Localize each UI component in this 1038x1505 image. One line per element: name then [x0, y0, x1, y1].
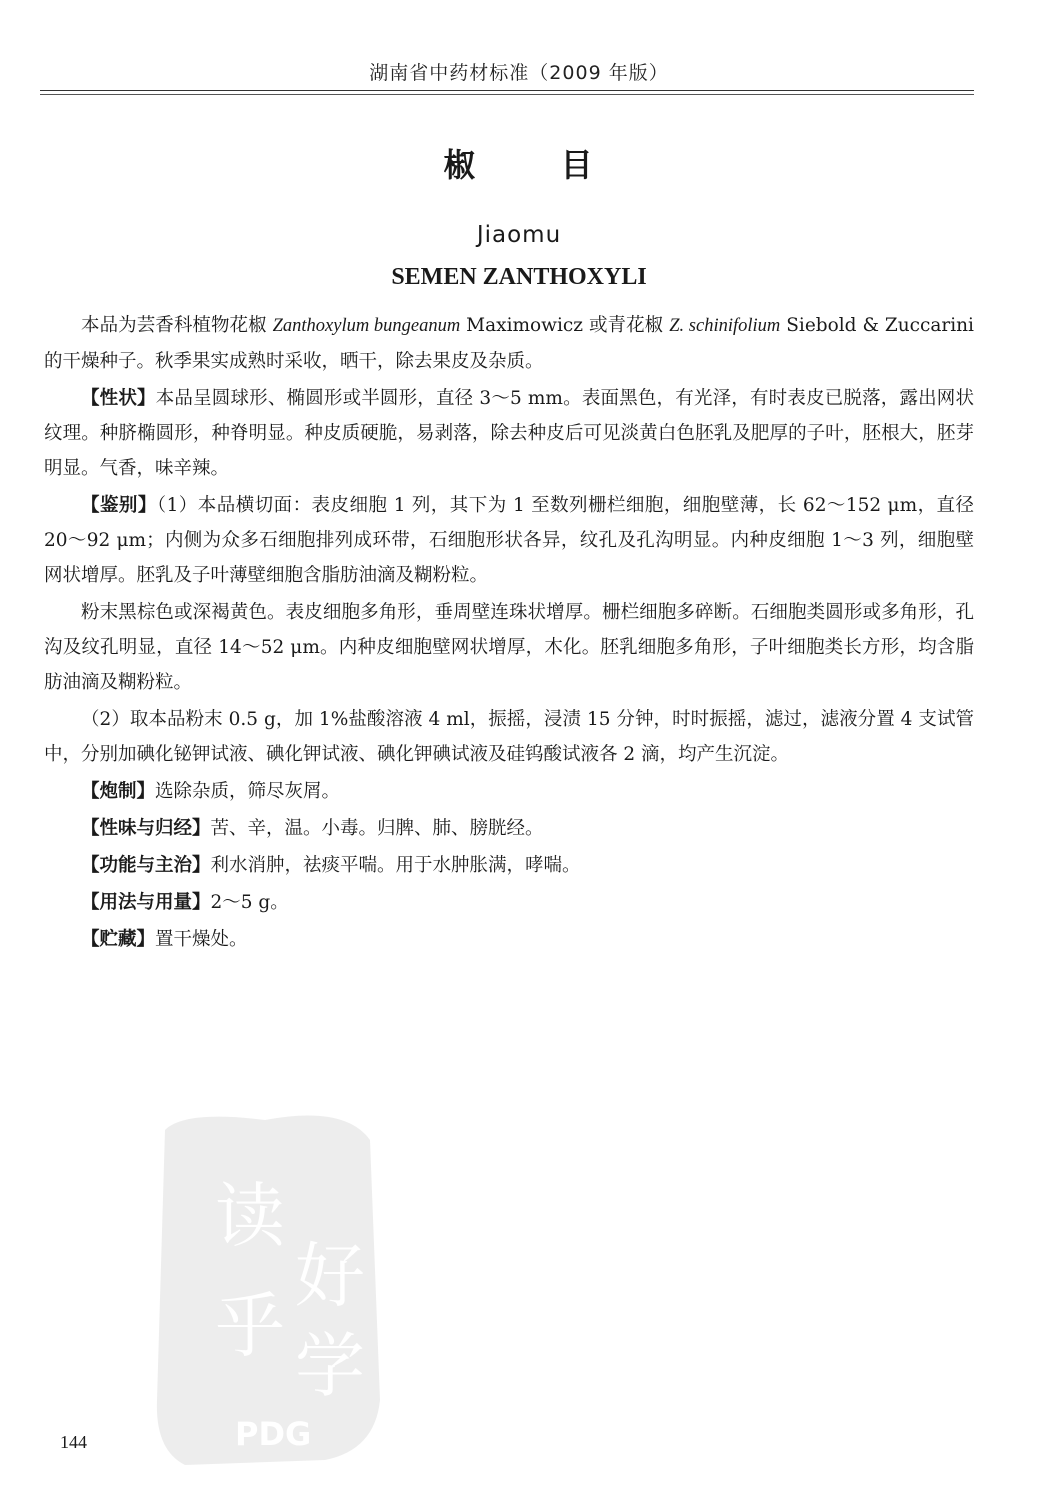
- section-storage: [44, 922, 974, 957]
- section-tag: 【鉴别】: [81, 495, 157, 516]
- section-text: 选除杂质，筛尽灰屑。: [155, 781, 341, 802]
- intro-text-3: Siebold & Zuccarini 的干燥种子。秋季果实成熟时采收，晒干，除去果皮及杂质。: [44, 315, 974, 372]
- intro-text-1: 本品为芸香科植物花椒: [81, 315, 273, 336]
- intro-text-2: Maximowicz 或青花椒: [460, 315, 670, 336]
- seal-glyph-3: 乎: [215, 1285, 285, 1367]
- header-rule-thin: [40, 94, 974, 95]
- entry-latin-name: SEMEN ZANTHOXYLI: [391, 264, 647, 290]
- seal-glyph-1: 读: [215, 1175, 285, 1257]
- entry-title: 椒 目: [443, 146, 595, 184]
- section-property-meridian: [44, 811, 974, 846]
- section-processing: [44, 774, 974, 809]
- seal-glyph-4: 学: [295, 1325, 365, 1407]
- section-tag: 【炮制】: [81, 781, 156, 802]
- section-function-indication: [44, 848, 974, 883]
- section-text: 置干燥处。: [155, 929, 248, 950]
- watermark-seal: [145, 1100, 385, 1480]
- section-tag: 【贮藏】: [81, 929, 156, 950]
- entry-pinyin: Jiaomu: [476, 222, 562, 248]
- species-name-2: Z. schinifolium: [669, 316, 781, 336]
- section-text: 本品呈圆球形、椭圆形或半圆形，直径 3～5 mm。表面黑色，有光泽，有时表皮已脱落，露出网状纹理。种脐椭圆形，种脊明显。种皮质硬脆，易剥落，除去种皮后可见淡黄白色胚乳及肥厚的子叶，胚根大，胚芽明显。气香，味辛辣。: [44, 388, 974, 479]
- header-rule: [40, 90, 974, 91]
- section-text: 2～5 g。: [210, 892, 289, 913]
- section-tag: 【性状】: [81, 388, 156, 409]
- monograph-body: [44, 308, 974, 959]
- species-name-1: Zanthoxylum bungeanum: [272, 316, 461, 336]
- intro-paragraph: [44, 308, 974, 379]
- page-number: 144: [60, 1432, 87, 1452]
- seal-glyph-2: 好: [295, 1235, 365, 1317]
- section-identification: [44, 488, 974, 593]
- identification-test-2: （2）取本品粉末 0.5 g，加 1%盐酸溶液 4 ml，振摇，浸渍 15 分钟，时时振摇，滤过，滤液分置 4 支试管中，分别加碘化铋钾试液、碘化钾试液、碘化钾碘试液及硅钨酸试液各 2 滴，均产生沉淀。: [44, 709, 974, 765]
- identification-powder: 粉末黑棕色或深褐黄色。表皮细胞多角形，垂周壁连珠状增厚。栅栏细胞多碎断。石细胞类圆形或多角形，孔沟及纹孔明显，直径 14～52 μm。内种皮细胞壁网状增厚，木化。胚乳细胞多角形，子叶细胞类长方形，均含脂肪油滴及糊粉粒。: [44, 602, 974, 693]
- watermark-text: PDG: [235, 1415, 312, 1453]
- section-description: [44, 381, 974, 486]
- section-text: 苦、辛，温。小毒。归脾、肺、膀胱经。: [210, 818, 544, 839]
- section-tag: 【用法与用量】: [81, 892, 211, 913]
- section-tag: 【性味与归经】: [81, 818, 211, 839]
- section-usage-dosage: [44, 885, 974, 920]
- section-tag: 【功能与主治】: [81, 855, 211, 876]
- section-text: （1）本品横切面：表皮细胞 1 列，其下为 1 至数列栅栏细胞，细胞壁薄，长 62～152 μm，直径 20～92 μm；内侧为众多石细胞排列成环带，石细胞形状各异，纹孔及孔沟明显。内种皮细胞 1～3 列，细胞壁网状增厚。胚乳及子叶薄壁细胞含脂肪油滴及糊粉粒。: [44, 495, 974, 586]
- running-header: 湖南省中药材标准（2009 年版）: [369, 62, 669, 84]
- section-text: 利水消肿，祛痰平喘。用于水肿胀满，哮喘。: [210, 855, 581, 876]
